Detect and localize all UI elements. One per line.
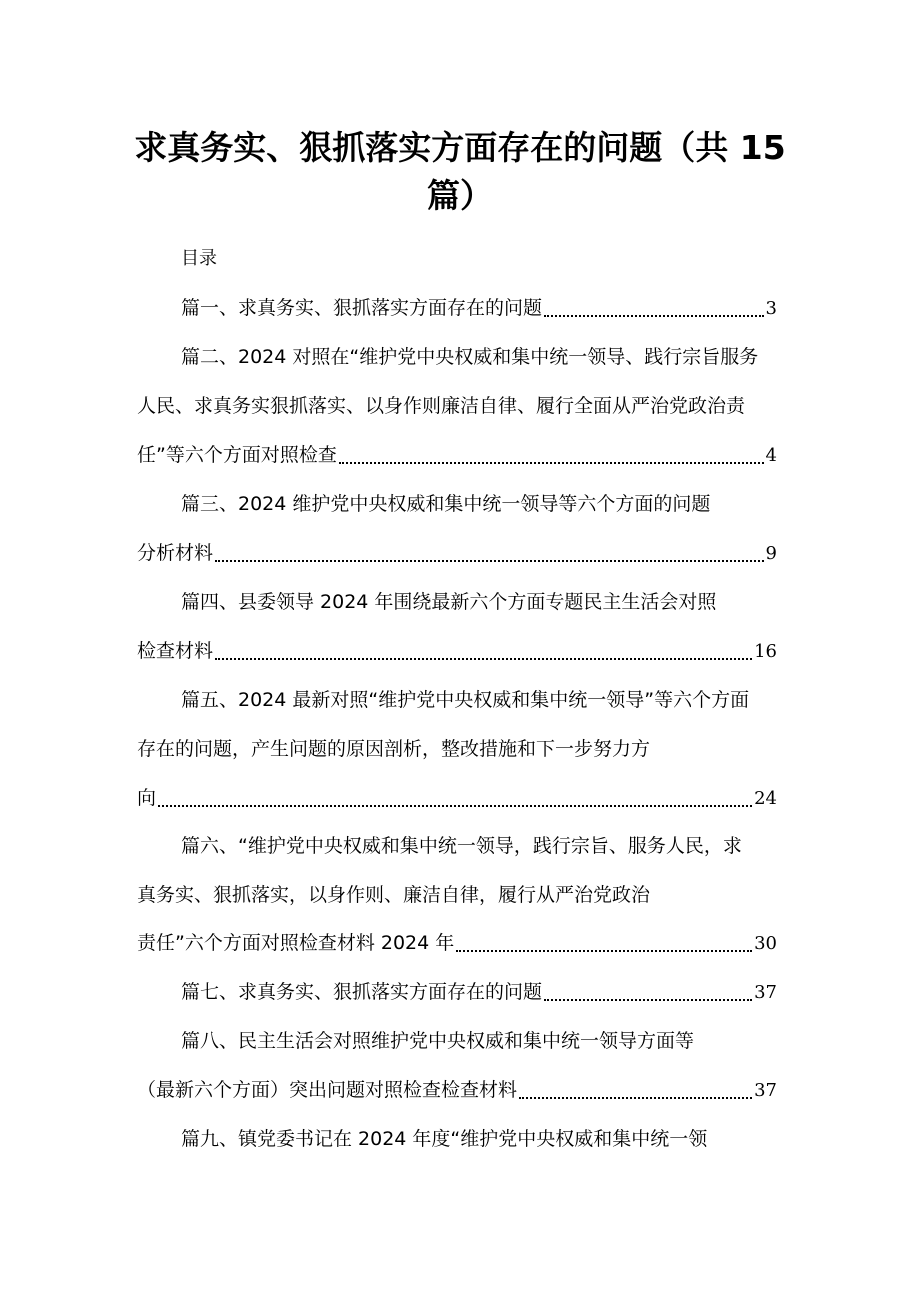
toc-entry-line[interactable]: 篇四、县委领导 2024 年围绕最新六个方面专题民主生活会对照 [181,591,717,613]
toc-page-number: 9 [765,543,777,564]
toc-entry[interactable] [137,636,777,666]
toc-entry-line[interactable]: 篇九、镇党委书记在 2024 年度“维护党中央权威和集中统一领 [181,1128,708,1150]
dot-leader [339,461,764,464]
dot-leader [544,998,752,1001]
toc-entry-line[interactable]: 篇二、2024 对照在“维护党中央权威和集中统一领导、践行宗旨服务 [181,346,759,368]
toc-entry-text: 责任”六个方面对照检查材料 2024 年 [137,932,455,954]
toc-page-number: 4 [765,445,777,466]
toc-entry-line[interactable]: 篇六、“维护党中央权威和集中统一领导，践行宗旨、服务人民，求 [181,835,742,857]
toc-entry[interactable] [137,783,777,813]
toc-page-number: 3 [765,298,777,319]
toc-entry[interactable] [137,440,777,470]
toc-heading: 目录 [181,248,217,269]
document-title-line-1: 求真务实、狠抓落实方面存在的问题（共 15 [134,128,786,167]
toc-entry[interactable] [137,1075,777,1105]
toc-entry-line[interactable]: 篇三、2024 维护党中央权威和集中统一领导等六个方面的问题 [181,493,711,515]
toc-entry-line[interactable]: 真务实、狠抓落实，以身作则、廉洁自律，履行从严治党政治 [137,884,651,906]
toc-page-number: 37 [754,982,777,1003]
toc-entry-line[interactable]: 篇八、民主生活会对照维护党中央权威和集中统一领导方面等 [181,1030,695,1052]
dot-leader [519,1096,752,1099]
toc-page-number: 16 [754,641,777,662]
toc-entry-text: （最新六个方面）突出问题对照检查检查材料 [137,1079,518,1101]
toc-entry-text: 向 [137,787,157,809]
document-title-line-2: 篇） [427,176,493,215]
toc-entry[interactable] [137,538,777,568]
toc-entry-text: 篇七、求真务实、狠抓落实方面存在的问题 [181,981,543,1003]
dot-leader [158,804,752,807]
toc-entry-text: 分析材料 [137,542,214,564]
toc-entry[interactable] [181,977,777,1007]
toc-page-number: 30 [754,933,777,954]
dot-leader [215,657,752,660]
dot-leader [215,559,764,562]
toc-entry-line[interactable]: 存在的问题，产生问题的原因剖析，整改措施和下一步努力方 [137,738,651,760]
toc-entry[interactable] [181,293,777,323]
toc-page-number: 37 [754,1080,777,1101]
toc-entry-line[interactable]: 人民、求真务实狠抓落实、以身作则廉洁自律、履行全面从严治党政治责 [137,395,746,417]
dot-leader [544,314,764,317]
toc-entry-text: 篇一、求真务实、狠抓落实方面存在的问题 [181,297,543,319]
toc-page-number: 24 [754,788,777,809]
dot-leader [456,949,752,952]
toc-entry-line[interactable]: 篇五、2024 最新对照“维护党中央权威和集中统一领导”等六个方面 [181,689,750,711]
toc-entry[interactable] [137,928,777,958]
toc-entry-text: 检查材料 [137,640,214,662]
toc-entry-text: 任”等六个方面对照检查 [137,444,337,466]
